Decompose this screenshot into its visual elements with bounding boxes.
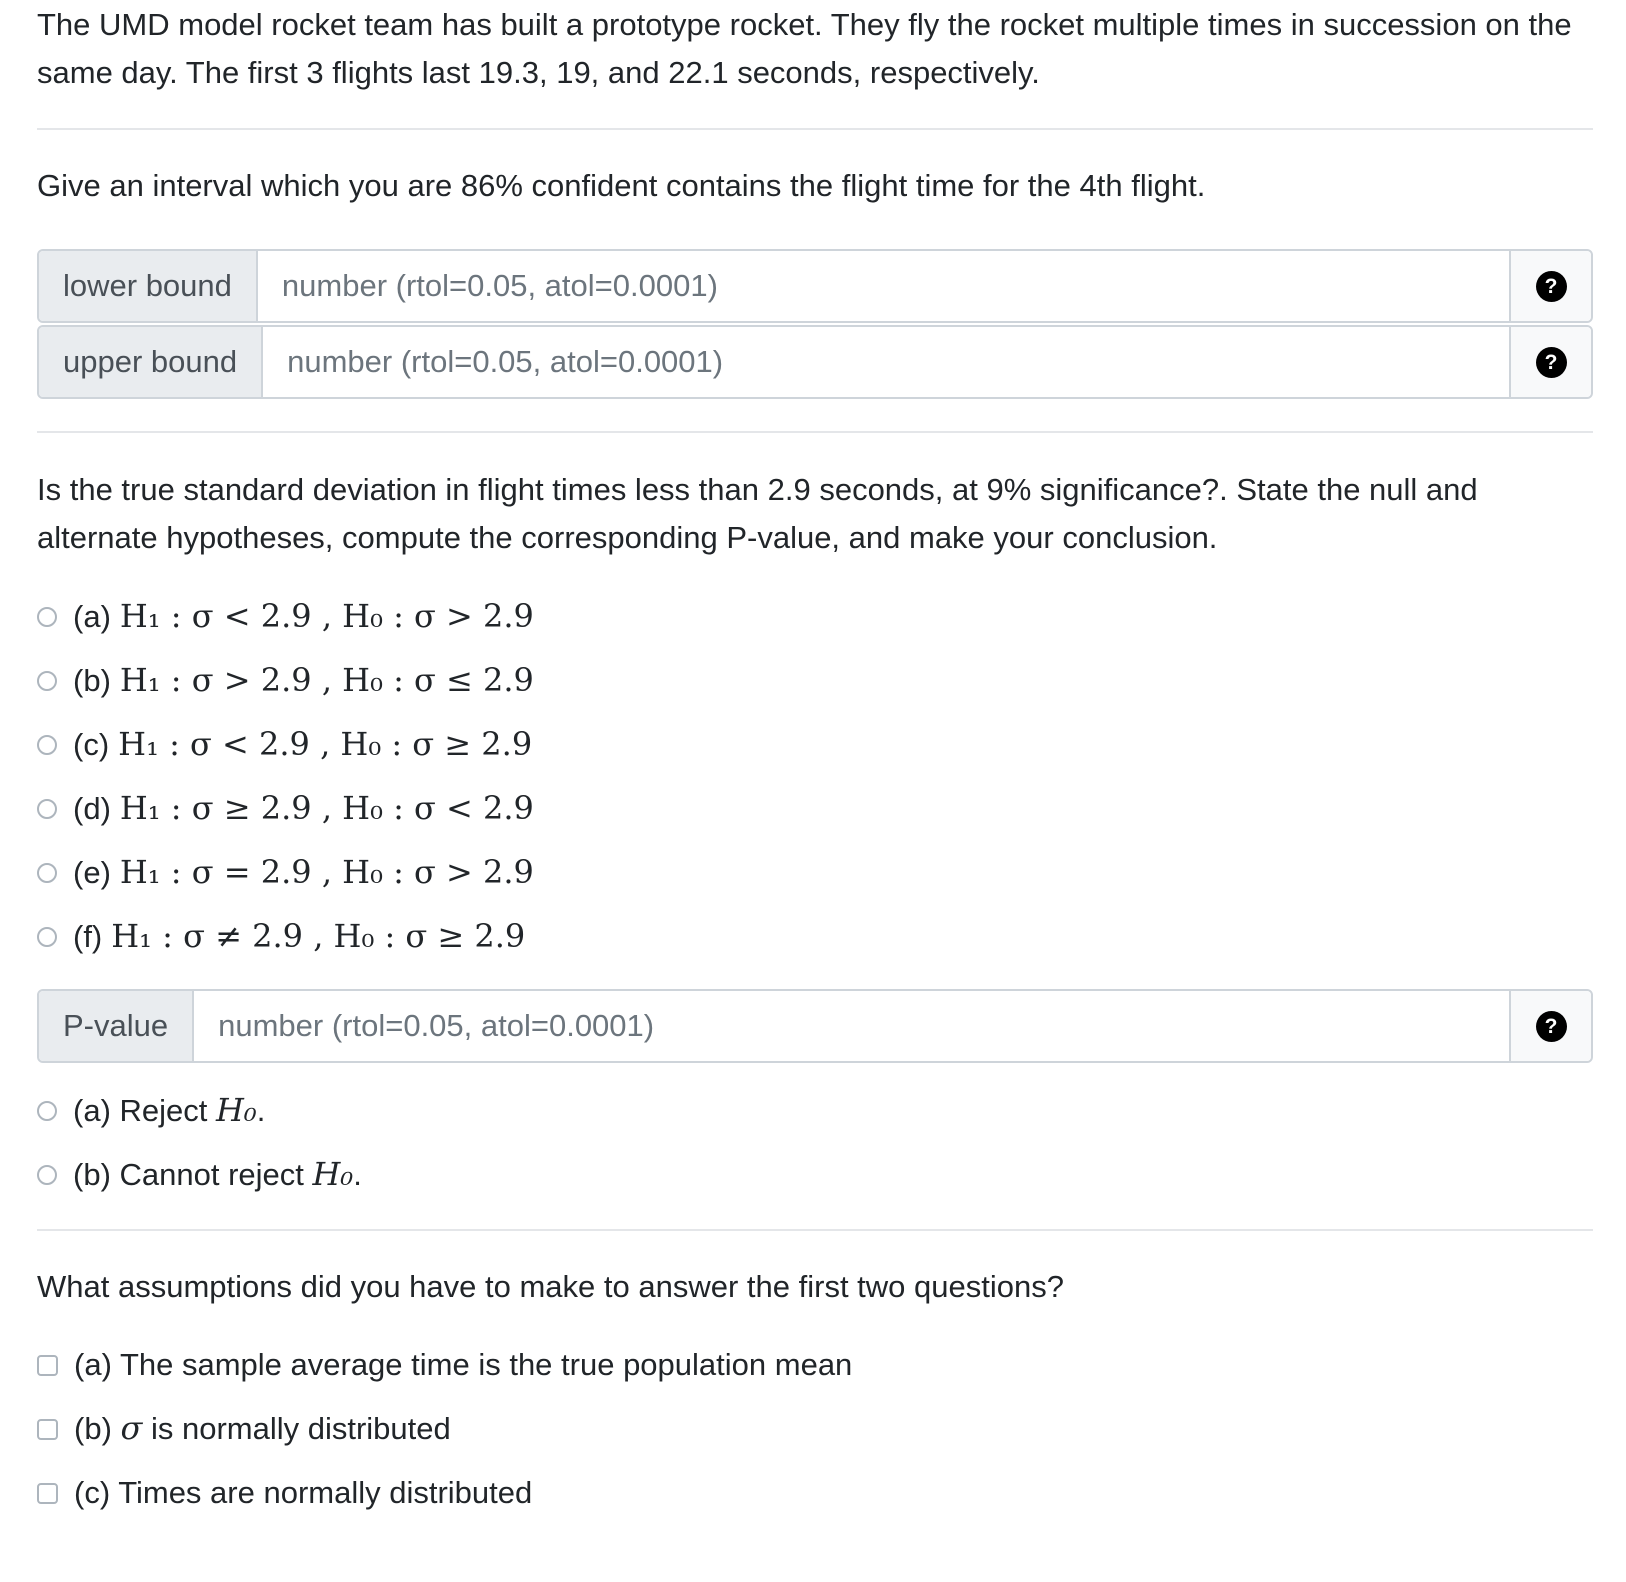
assumption-text: (b) σ is normally distributed [74, 1409, 451, 1448]
checkbox[interactable] [37, 1355, 58, 1376]
conclusion-option-b[interactable] [37, 1143, 1593, 1207]
hypothesis-option-e[interactable] [37, 841, 1593, 905]
conclusion-text: (b) Cannot reject H₀. [73, 1155, 362, 1194]
hypothesis-option-d[interactable] [37, 777, 1593, 841]
lower-bound-help-button[interactable] [1509, 251, 1591, 321]
hypothesis-option-f[interactable] [37, 905, 1593, 969]
radio-button[interactable] [37, 671, 57, 691]
radio-button[interactable] [37, 1101, 57, 1121]
radio-button[interactable] [37, 799, 57, 819]
assumption-option-b[interactable] [37, 1397, 1593, 1461]
assumption-text: (a) The sample average time is the true population mean [74, 1347, 853, 1383]
radio-button[interactable] [37, 863, 57, 883]
hypothesis-math: H₁ : σ = 2.9 , H₀ : σ > 2.9 [119, 853, 534, 892]
upper-bound-input-group [37, 325, 1593, 399]
hypothesis-option-a[interactable] [37, 585, 1593, 649]
conclusion-option-a[interactable] [37, 1079, 1593, 1143]
option-letter: (d) [73, 791, 111, 827]
assumption-text: (c) Times are normally distributed [74, 1475, 533, 1511]
upper-bound-input[interactable] [263, 327, 1509, 397]
conclusion-text: (a) Reject H₀. [73, 1091, 266, 1130]
assumption-option-c[interactable] [37, 1461, 1593, 1525]
radio-button[interactable] [37, 735, 57, 755]
checkbox[interactable] [37, 1483, 58, 1504]
radio-button[interactable] [37, 927, 57, 947]
lower-bound-input-group [37, 249, 1593, 323]
section-divider [37, 128, 1593, 130]
hypothesis-math: H₁ : σ ≥ 2.9 , H₀ : σ < 2.9 [119, 789, 534, 828]
problem-statement: The UMD model rocket team has built a prototype rocket. They fly the rocket multiple times in succession on the same day. The first 3 flights last 19.3, 19, and 22.1 seconds, respectively. [37, 7, 1572, 91]
lower-bound-label: lower bound [39, 251, 258, 321]
p-value-input[interactable] [194, 991, 1509, 1061]
checkbox[interactable] [37, 1419, 58, 1440]
option-letter: (b) [73, 663, 111, 699]
upper-bound-help-button[interactable] [1509, 327, 1591, 397]
hypothesis-math: H₁ : σ ≠ 2.9 , H₀ : σ ≥ 2.9 [111, 917, 526, 956]
question-3-text: What assumptions did you have to make to answer the first two questions? [37, 1269, 1064, 1305]
question-1-text: Give an interval which you are 86% confident contains the flight time for the 4th flight. [37, 168, 1206, 204]
option-letter: (a) [73, 599, 111, 635]
assumption-option-a[interactable] [37, 1333, 1593, 1397]
p-value-label: P-value [39, 991, 194, 1061]
p-value-help-button[interactable] [1509, 991, 1591, 1061]
radio-button[interactable] [37, 1165, 57, 1185]
hypothesis-option-b[interactable] [37, 649, 1593, 713]
hypothesis-option-c[interactable] [37, 713, 1593, 777]
section-divider [37, 431, 1593, 433]
assumption-options [37, 1333, 1593, 1525]
p-value-input-group [37, 989, 1593, 1063]
question-mark-icon: ? [1536, 347, 1567, 378]
hypothesis-options [37, 585, 1593, 969]
hypothesis-math: H₁ : σ < 2.9 , H₀ : σ > 2.9 [119, 597, 534, 636]
radio-button[interactable] [37, 607, 57, 627]
option-letter: (e) [73, 855, 111, 891]
hypothesis-math: H₁ : σ > 2.9 , H₀ : σ ≤ 2.9 [119, 661, 534, 700]
question-mark-icon: ? [1536, 271, 1567, 302]
upper-bound-label: upper bound [39, 327, 263, 397]
lower-bound-input[interactable] [258, 251, 1509, 321]
section-divider [37, 1229, 1593, 1231]
option-letter: (f) [73, 919, 103, 955]
option-letter: (c) [73, 727, 110, 763]
hypothesis-math: H₁ : σ < 2.9 , H₀ : σ ≥ 2.9 [118, 725, 533, 764]
question-2-text: Is the true standard deviation in flight times less than 2.9 seconds, at 9% significance?. State the null and alternate hypotheses, compute the corresponding P-value, and make your conclusion. [37, 472, 1478, 556]
conclusion-options [37, 1079, 1593, 1207]
question-mark-icon: ? [1536, 1011, 1567, 1042]
